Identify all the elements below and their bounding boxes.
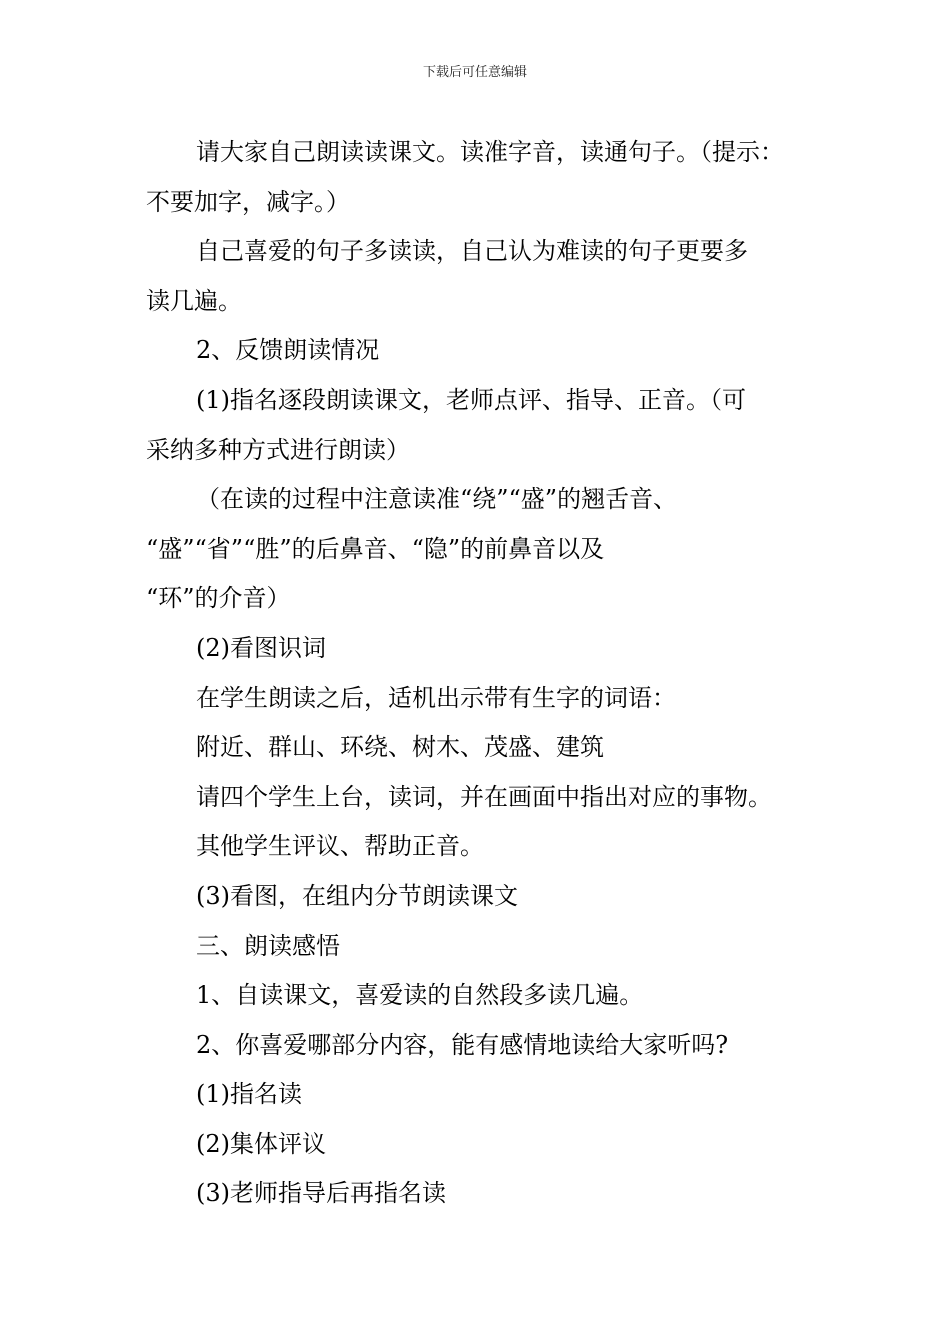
paragraph-line: “盛”“省”“胜”的后鼻音、“隐”的前鼻音以及 <box>146 534 605 563</box>
paragraph-line: 其他学生评议、帮助正音。 <box>196 832 484 861</box>
paragraph-line: (3)看图，在组内分节朗读课文 <box>196 881 518 910</box>
paragraph-line: “环”的介音） <box>146 584 291 613</box>
section-heading: 三、朗读感悟 <box>196 931 340 960</box>
paragraph-line: (1)指名读 <box>196 1080 302 1109</box>
paragraph-line: 不要加字，减字。） <box>146 187 350 216</box>
paragraph-line: 在学生朗读之后，适机出示带有生字的词语： <box>196 683 676 712</box>
vocabulary-line: 附近、群山、环绕、树木、茂盛、建筑 <box>196 733 604 762</box>
paragraph-line: 2、你喜爱哪部分内容，能有感情地读给大家听吗? <box>196 1030 729 1059</box>
paragraph-line: (3)老师指导后再指名读 <box>196 1179 446 1208</box>
paragraph-line: 1、自读课文，喜爱读的自然段多读几遍。 <box>196 981 644 1010</box>
paragraph-line: (2)看图识词 <box>196 633 326 662</box>
paragraph-line: 自己喜爱的句子多读读，自己认为难读的句子更要多 <box>196 237 748 266</box>
paragraph-line: 采纳多种方式进行朗读） <box>146 435 410 464</box>
paragraph-line: 请大家自己朗读读课文。读准字音，读通句子。（提示： <box>196 138 784 166</box>
paragraph-line: 读几遍。 <box>146 286 242 315</box>
document-body <box>146 128 811 1219</box>
paragraph-line: (2)集体评议 <box>196 1129 326 1158</box>
section-heading: 2、反馈朗读情况 <box>196 336 380 365</box>
paragraph-line: 请四个学生上台，读词，并在画面中指出对应的事物。 <box>196 782 772 811</box>
paragraph-line: （在读的过程中注意读准“绕”“盛”的翘舌音、 <box>196 485 678 514</box>
page-header: 下载后可任意编辑 <box>422 65 527 80</box>
paragraph-line: (1)指名逐段朗读课文，老师点评、指导、正音。（可 <box>196 385 746 414</box>
